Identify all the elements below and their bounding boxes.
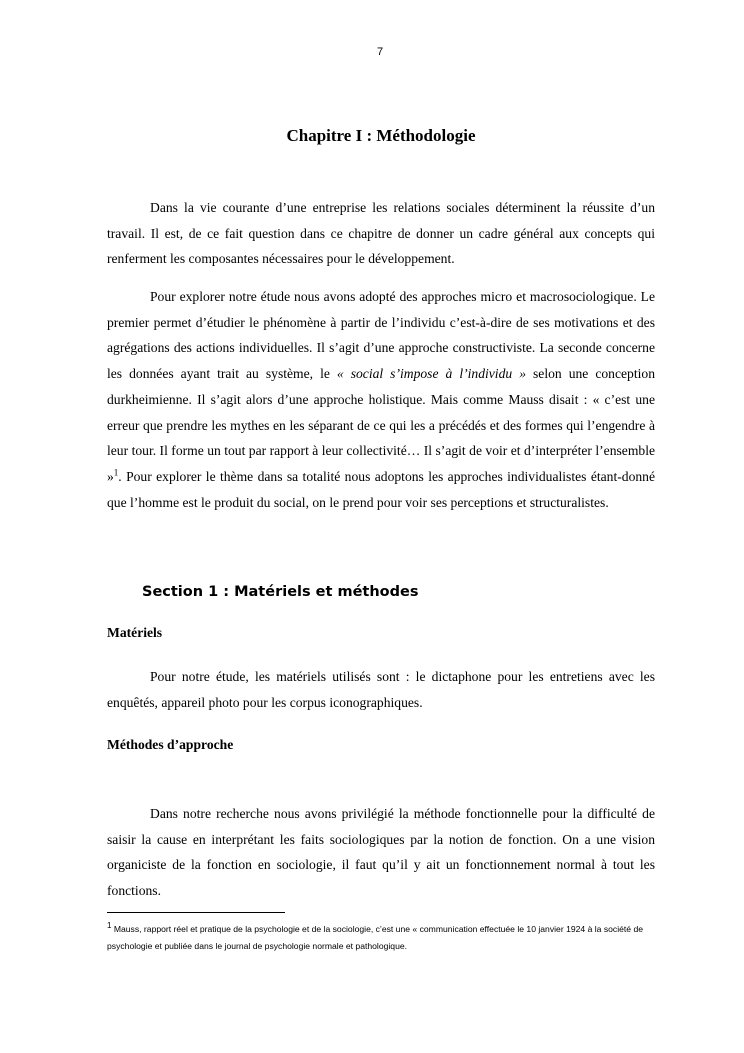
footnote	[107, 917, 667, 955]
footnote-separator	[107, 912, 285, 913]
footnote-text: Mauss, rapport réel et pratique de la psychologie et de la sociologie, c’est une « communication effectuée le 10 janvier 1924 à la société de psychologie et publiée dans le journal de psychologie normale et pathologique.	[107, 923, 643, 951]
page-number: 7	[376, 46, 384, 58]
paragraph-2-text-start: Pour explorer notre étude nous avons adopté des approches micro et macrosociologique. Le premier permet d’étudier le phénomène à partir de l’individu c’est-à-dire de ses motivations et des agrégations des actions individuelles. Il s’agit d’une approche constructiviste. La seconde concerne les données ayant trait au système, le	[107, 289, 655, 382]
methodes-heading: Méthodes d’approche	[107, 737, 234, 752]
section-1-heading: Section 1 : Matériels et méthodes	[142, 584, 419, 600]
paragraph-2-text-middle: selon une conception durkheimienne. Il s’agit alors d’une approche holistique. Mais comme Mauss disait : « c’est une erreur que prendre les mythes en les séparant de ce qui les a précédés et des formes qui l’engendre à leur tour. Il forme un tout par rapport à leur collectivité… Il s’agit de voir et d’interpréter l’ensemble »	[107, 366, 655, 484]
footnote-reference: 1	[113, 467, 119, 478]
intro-paragraph-2	[107, 284, 655, 515]
materiels-heading: Matériels	[107, 625, 163, 640]
materiels-paragraph: Pour notre étude, les matériels utilisés sont : le dictaphone pour les entretiens avec les enquêtés, appareil photo pour les corpus iconographiques.	[107, 669, 655, 710]
chapter-title: Chapitre I : Méthodologie	[286, 126, 476, 145]
intro-paragraph-1: Dans la vie courante d’une entreprise les relations sociales déterminent la réussite d’un travail. Il est, de ce fait question dans ce chapitre de donner un cadre général aux concepts qui renferment les composantes nécessaires pour le développement.	[107, 200, 655, 267]
durkheim-quote: « social s’impose à l’individu »	[336, 366, 526, 382]
methodes-paragraph: Dans notre recherche nous avons privilégié la méthode fonctionnelle pour la difficulté de saisir la cause en interprétant les faits sociologiques par la notion de fonction. On a une vision organiciste de la fonction en sociologie, il faut qu’il y ait un fonctionnement normal à tout les fonctions.	[107, 806, 655, 899]
paragraph-2-text-end: . Pour explorer le thème dans sa totalité nous adoptons les approches individualistes étant-donné que l’homme est le produit du social, on le prend pour voir ses perceptions et structuralistes.	[107, 468, 655, 510]
footnote-number: 1	[107, 921, 112, 930]
